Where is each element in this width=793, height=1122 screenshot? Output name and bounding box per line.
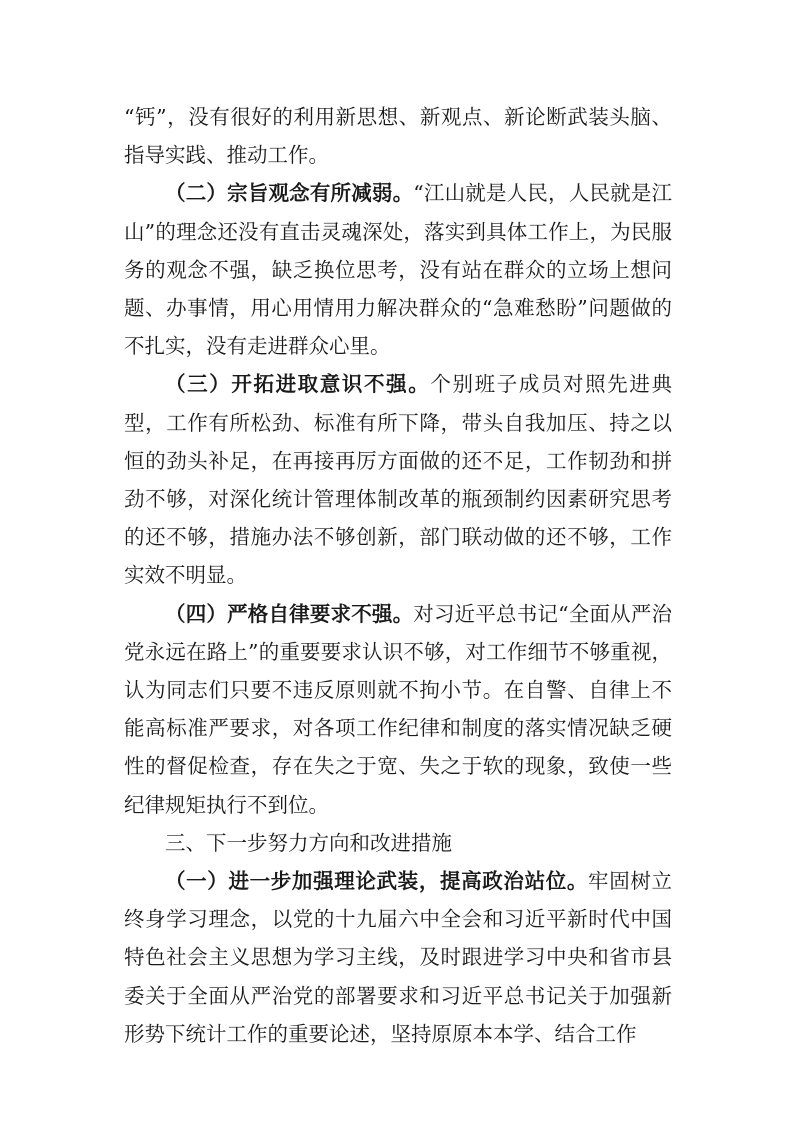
paragraph-lead-heading: （二）宗旨观念有所减弱。	[165, 181, 414, 206]
paragraph-purpose-awareness	[124, 174, 672, 365]
paragraph-body: 牢固树立终身学习理念，以党的十九届六中全会和习近平新时代中国特色社会主义思想为学习主线，及时跟进学习中央和省市县委关于全面从严治党的部署要求和习近平总书记关于加强新形势下统计工作的重要论述，坚持原原本本学、结合工作	[124, 869, 673, 1046]
paragraph-pioneering-spirit	[124, 365, 672, 594]
document-body	[124, 98, 672, 1053]
section-heading: 三、下一步努力方向和改进措施	[165, 830, 452, 855]
paragraph-body: “钙”，没有很好的利用新思想、新观点、新论断武装头脑、指导实践、推动工作。	[124, 105, 672, 168]
paragraph-lead-heading: （四）严格自律要求不强。	[165, 601, 414, 626]
paragraph-theory-study	[124, 862, 672, 1053]
paragraph-continued	[124, 98, 672, 174]
paragraph-body: “江山就是人民，人民就是江山”的理念还没有直击灵魂深处，落实到具体工作上，为民服务的观念不强，缺乏换位思考，没有站在群众的立场上想问题、办事情，用心用情用力解决群众的“急难愁盼”问题做的不扎实，没有走进群众心里。	[124, 181, 673, 359]
paragraph-body: 个别班子成员对照先进典型，工作有所松劲、标准有所下降，带头自我加压、持之以恒的劲头补足，在再接再厉方面做的还不足，工作韧劲和拼劲不够，对深化统计管理体制改革的瓶颈制约因素研究思考的还不够，措施办法不够创新，部门联动做的还不够，工作实效不明显。	[124, 372, 673, 588]
paragraph-body: 对习近平总书记“全面从严治党永远在路上”的重要要求认识不够，对工作细节不够重视，认为同志们只要不违反原则就不拘小节。在自警、自律上不能高标准严要求，对各项工作纪律和制度的落实情况缺乏硬性的督促检查，存在失之于宽、失之于软的现象，致使一些纪律规矩执行不到位。	[124, 601, 673, 817]
paragraph-self-discipline	[124, 595, 672, 824]
paragraph-lead-heading: （一）进一步加强理论武装，提高政治站位。	[165, 869, 589, 894]
paragraph-lead-heading: （三）开拓进取意识不强。	[165, 372, 431, 397]
